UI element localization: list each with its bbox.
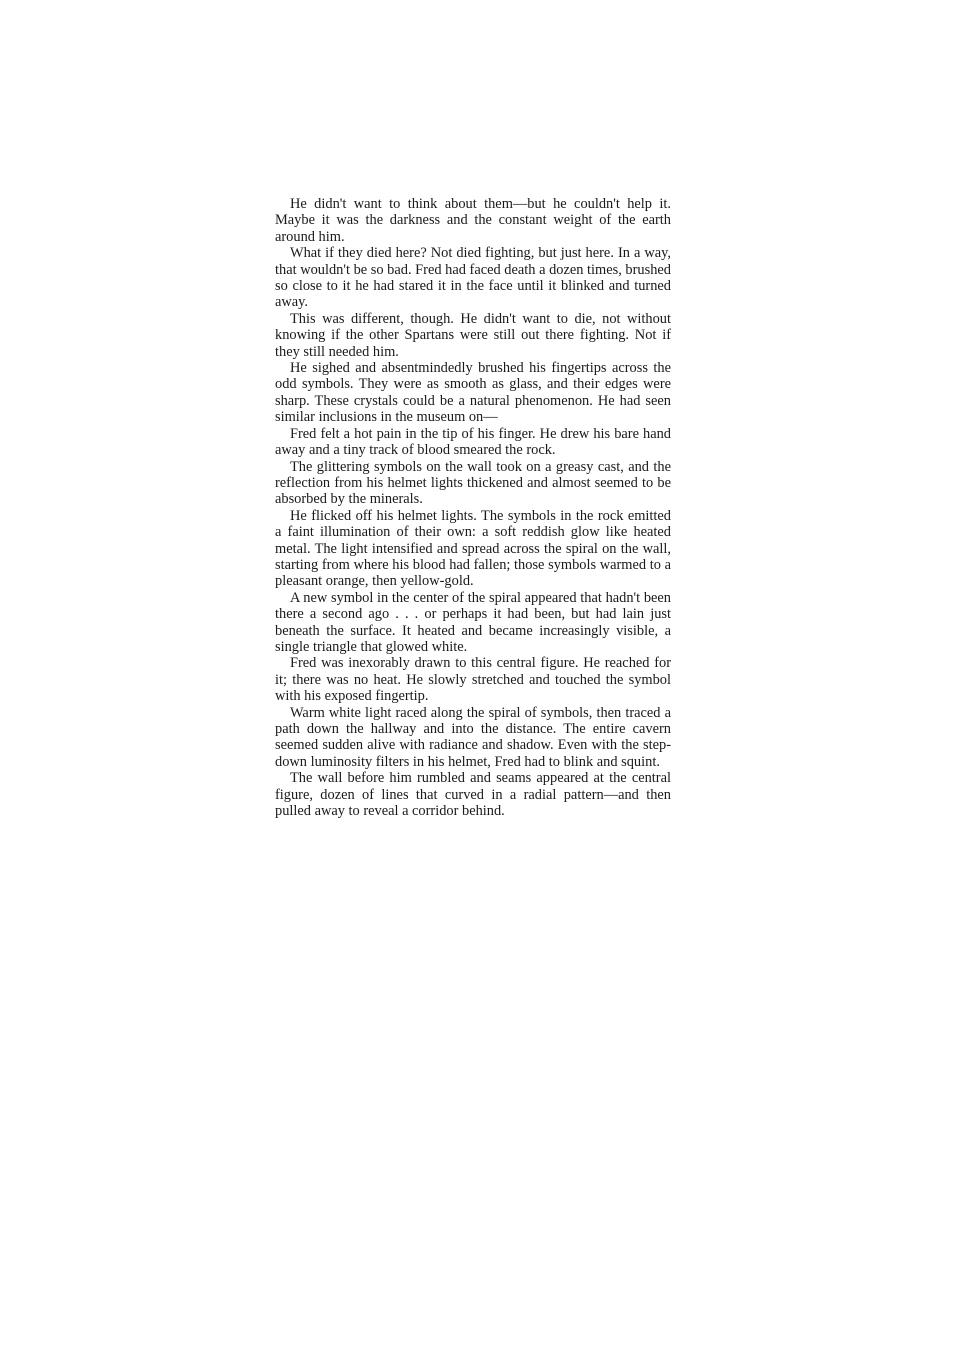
- paragraph: A new symbol in the center of the spiral appeared that hadn't been there a second ago . . . or perhaps it had been, but had lain just beneath the surface. It heated and became increasingly visible, a single triangle that glowed white.: [275, 589, 671, 655]
- paragraph: He didn't want to think about them—but he couldn't help it. Maybe it was the darkness and the constant weight of the earth around him.: [275, 196, 671, 245]
- paragraph: What if they died here? Not died fighting, but just here. In a way, that wouldn't be so bad. Fred had faced death a dozen times, brushed so close to it he had stared it in the face until it blinked and turned away.: [275, 245, 671, 311]
- paragraph: This was different, though. He didn't want to die, not without knowing if the other Spartans were still out there fighting. Not if they still needed him.: [275, 310, 671, 360]
- paragraph: He sighed and absentmindedly brushed his fingertips across the odd symbols. They were as smooth as glass, and their edges were sharp. These crystals could be a natural phenomenon. He had seen similar inclusions in the museum on—: [275, 360, 671, 426]
- paragraph: Fred was inexorably drawn to this central figure. He reached for it; there was no heat. He slowly stretched and touched the symbol with his exposed fingertip.: [275, 655, 671, 705]
- body-text: [275, 196, 671, 819]
- paragraph: He flicked off his helmet lights. The symbols in the rock emitted a faint illumination of their own: a soft reddish glow like heated metal. The light intensified and spread across the spiral on the wall, starting from where his blood had fallen; those symbols warmed to a pleasant orange, then yellow-gold.: [275, 507, 671, 590]
- paragraph: The wall before him rumbled and seams appeared at the central figure, dozen of lines that curved in a radial pattern—and then pulled away to reveal a corridor behind.: [275, 770, 671, 820]
- paragraph: The glittering symbols on the wall took on a greasy cast, and the reflection from his helmet lights thickened and almost seemed to be absorbed by the minerals.: [275, 458, 671, 508]
- paragraph: Fred felt a hot pain in the tip of his finger. He drew his bare hand away and a tiny track of blood smeared the rock.: [275, 425, 671, 459]
- paragraph: Warm white light raced along the spiral of symbols, then traced a path down the hallway and into the distance. The entire cavern seemed sudden alive with radiance and shadow. Even with the step-down luminosity filters in his helmet, Fred had to blink and squint.: [275, 704, 671, 770]
